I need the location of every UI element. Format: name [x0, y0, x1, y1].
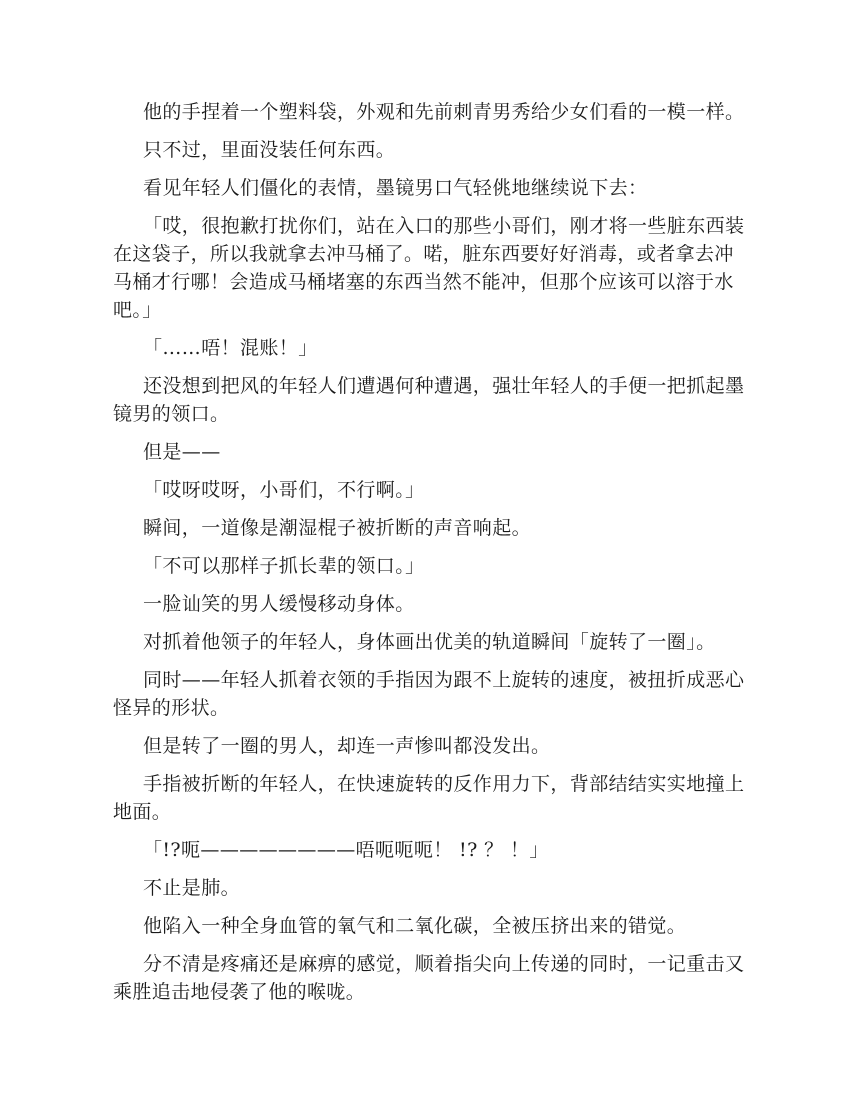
paragraph-7: 但是——	[143, 441, 221, 463]
paragraph-19: 分不清是疼痛还是麻痹的感觉，顺着指尖向上传递的同时，一记重击又乘胜追击地侵袭了他的喉咙。	[113, 953, 745, 1003]
paragraph-5: 「……唔！混账！」	[143, 337, 318, 359]
paragraph-17: 不止是肺。	[143, 877, 241, 899]
paragraph-11: 一脸讪笑的男人缓慢移动身体。	[143, 593, 415, 615]
document-body	[113, 98, 753, 1016]
paragraph-16: 「!?呃————————唔呃呃呃！ !? ？ ！」	[143, 839, 549, 861]
paragraph-13: 同时——年轻人抓着衣领的手指因为跟不上旋转的速度，被扭折成恶心怪异的形状。	[113, 669, 745, 719]
paragraph-1: 他的手捏着一个塑料袋，外观和先前刺青男秀给少女们看的一模一样。	[143, 101, 745, 123]
paragraph-15: 手指被折断的年轻人，在快速旋转的反作用力下，背部结结实实地撞上地面。	[113, 773, 745, 823]
paragraph-12: 对抓着他领子的年轻人，身体画出优美的轨道瞬间「旋转了一圈」。	[143, 631, 716, 653]
paragraph-18: 他陷入一种全身血管的氧气和二氧化碳，全被压挤出来的错觉。	[143, 915, 687, 937]
paragraph-4: 「哎，很抱歉打扰你们，站在入口的那些小哥们，刚才将一些脏东西装在这袋子，所以我就拿去冲马桶了。喏，脏东西要好好消毒，或者拿去冲马桶才行哪！会造成马桶堵塞的东西当然不能冲，但那个应该可以溶于水吧。」	[113, 215, 745, 321]
paragraph-9: 瞬间，一道像是潮湿棍子被折断的声音响起。	[143, 517, 532, 539]
paragraph-10: 「不可以那样子抓长辈的领口。」	[143, 555, 425, 577]
paragraph-2: 只不过，里面没装任何东西。	[143, 139, 396, 161]
paragraph-14: 但是转了一圈的男人，却连一声惨叫都没发出。	[143, 735, 551, 757]
paragraph-3: 看见年轻人们僵化的表情，墨镜男口气轻佻地继续说下去：	[143, 177, 648, 199]
paragraph-6: 还没想到把风的年轻人们遭遇何种遭遇，强壮年轻人的手便一把抓起墨镜男的领口。	[113, 375, 745, 425]
paragraph-8: 「哎呀哎呀，小哥们，不行啊。」	[143, 479, 425, 501]
